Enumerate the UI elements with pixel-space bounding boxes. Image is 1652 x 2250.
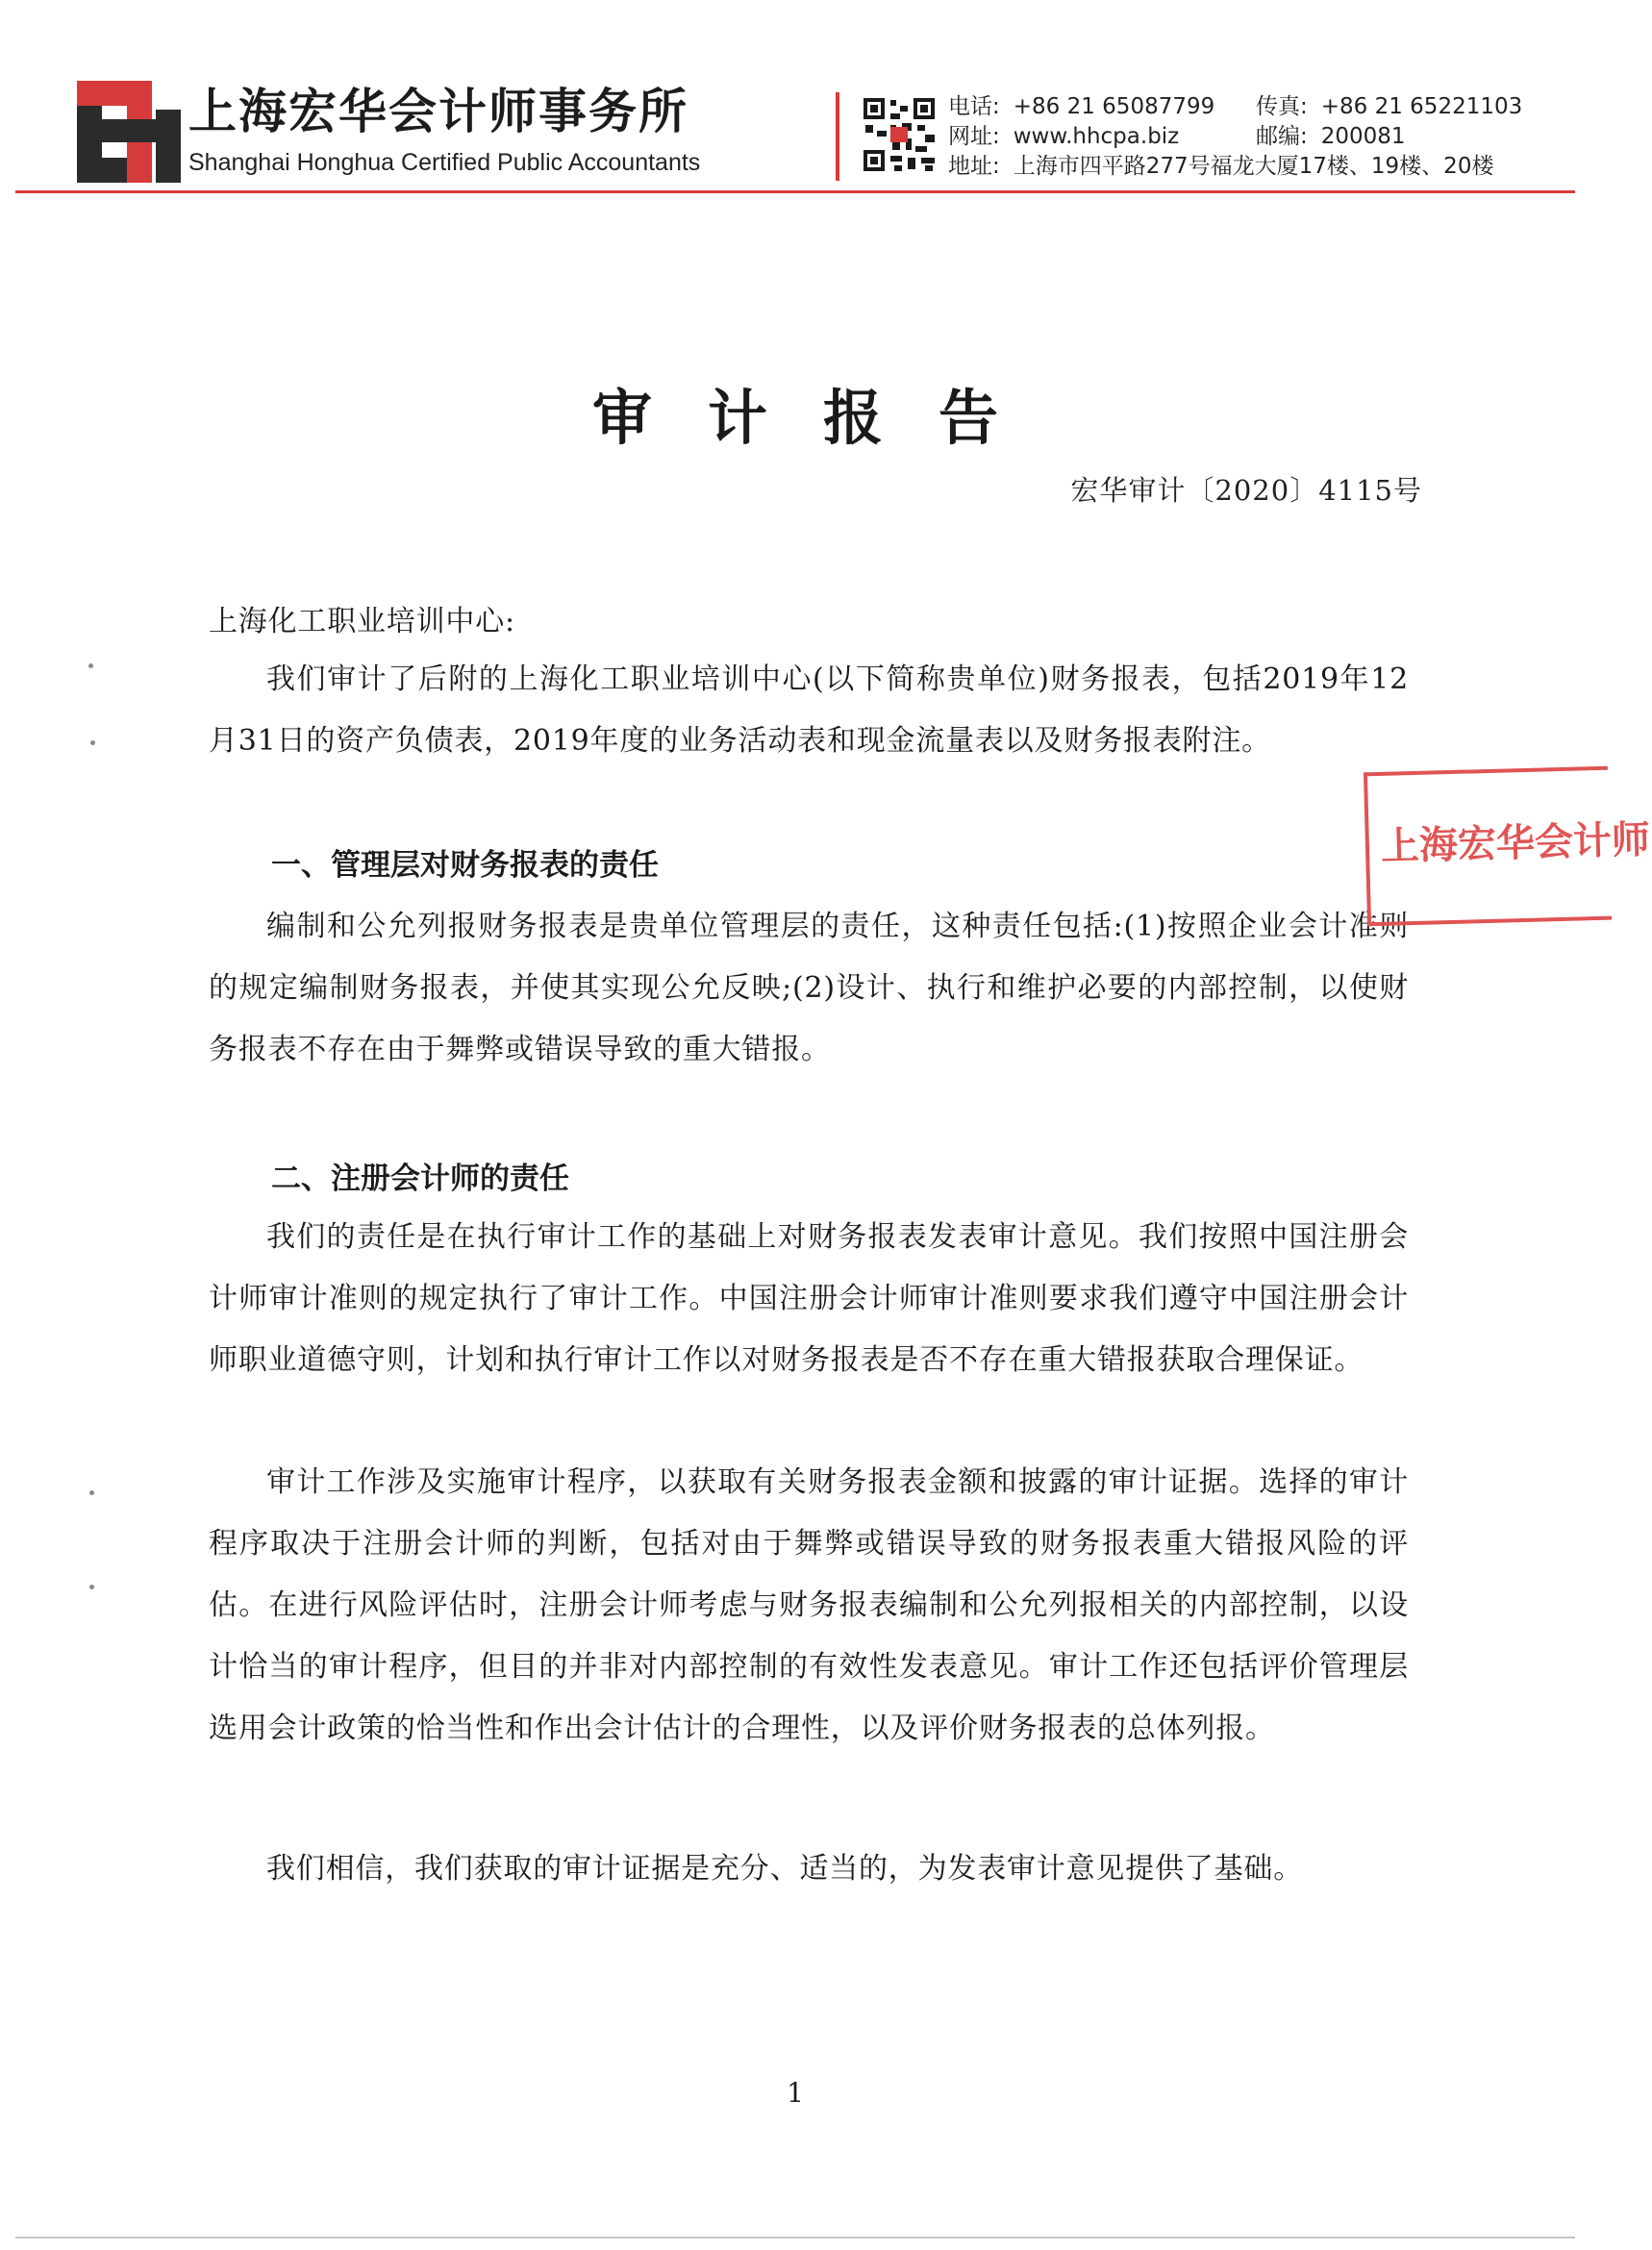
contact-row-web [948, 122, 1564, 152]
report-number: 宏华审计〔2020〕4115号 [1070, 474, 1422, 507]
bottom-edge-line [15, 2237, 1575, 2238]
firm-name-en: Shanghai Honghua Certified Public Accountants [188, 149, 701, 176]
document-title: 审计报告 [591, 383, 1054, 453]
company-seal-stamp [1364, 766, 1651, 927]
fax-label: 传真: [1256, 94, 1308, 119]
firm-name-cn: 上海宏华会计师事务所 [188, 84, 688, 139]
section1-heading: 一、管理层对财务报表的责任 [271, 848, 659, 883]
header-divider [836, 92, 839, 181]
postcode-label: 邮编: [1256, 124, 1308, 149]
scan-mark [90, 740, 95, 745]
header-rule [15, 190, 1575, 193]
fax-value: +86 21 65221103 [1320, 94, 1523, 119]
addressee: 上海化工职业培训中心: [209, 605, 515, 638]
address-label: 地址: [948, 154, 1000, 179]
postcode-value: 200081 [1320, 124, 1406, 149]
section2-paragraph-3: 我们相信，我们获取的审计证据是充分、适当的，为发表审计意见提供了基础。 [266, 1852, 1303, 1886]
address-value: 上海市四平路277号福龙大厦17楼、19楼、20楼 [1013, 154, 1494, 179]
scan-mark [88, 663, 93, 668]
qr-code-icon [862, 96, 937, 173]
section2-heading: 二、注册会计师的责任 [271, 1162, 569, 1196]
firm-logo [77, 81, 181, 183]
stamp-text: 上海宏华会计师 [1380, 817, 1651, 869]
letterhead [0, 0, 1590, 197]
website-value: www.hhcpa.biz [1013, 124, 1180, 149]
section2-paragraph-1: 我们的责任是在执行审计工作的基础上对财务报表发表审计意见。我们按照中国注册会计师审计准则的规定执行了审计工作。中国注册会计师审计准则要求我们遵守中国注册会计师职业道德守则，计划和执行审计工作以对财务报表是否不存在重大错报获取合理保证。 [209, 1220, 1409, 1377]
scan-mark [89, 1490, 94, 1495]
section2-paragraph-2: 审计工作涉及实施审计程序，以获取有关财务报表金额和披露的审计证据。选择的审计程序取决于注册会计师的判断，包括对由于舞弊或错误导致的财务报表重大错报风险的评估。在进行风险评估时，注册会计师考虑与财务报表编制和公允列报相关的内部控制，以设计恰当的审计程序，但目的并非对内部控制的有效性发表意见。审计工作还包括评价管理层选用会计政策的恰当性和作出会计估计的合理性，以及评价财务报表的总体列报。 [209, 1465, 1409, 1745]
contact-row-address [948, 152, 1564, 182]
section1-paragraph: 编制和公允列报财务报表是贵单位管理层的责任，这种责任包括:(1)按照企业会计准则的规定编制财务报表，并使其实现公允反映;(2)设计、执行和维护必要的内部控制，以使财务报表不存在由于舞弊或错误导致的重大错报。 [209, 910, 1409, 1066]
scan-mark [89, 1585, 94, 1589]
contact-info [948, 92, 1564, 182]
page-number: 1 [787, 2077, 804, 2109]
contact-row-phone [948, 92, 1564, 122]
phone-label: 电话: [948, 94, 1000, 119]
phone-value: +86 21 65087799 [1013, 94, 1215, 119]
intro-paragraph: 我们审计了后附的上海化工职业培训中心(以下简称贵单位)财务报表，包括2019年12月31日的资产负债表，2019年度的业务活动表和现金流量表以及财务报表附注。 [209, 662, 1409, 758]
website-label: 网址: [948, 124, 1000, 149]
